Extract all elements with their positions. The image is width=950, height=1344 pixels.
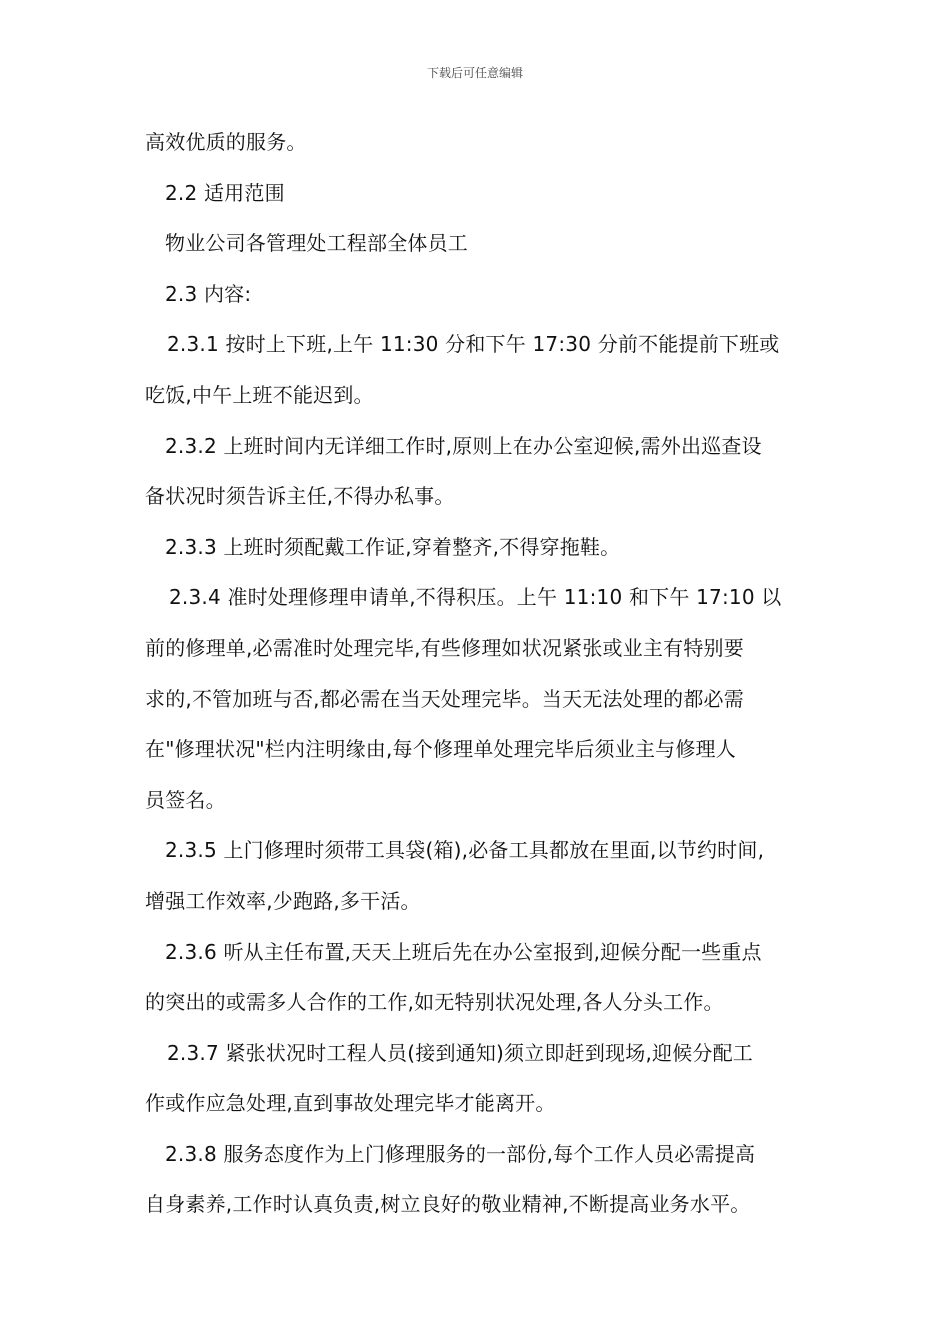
text-line: 吃饭,中午上班不能迟到。 bbox=[145, 382, 374, 407]
text-line: 备状况时须告诉主任,不得办私事。 bbox=[145, 484, 455, 509]
text-line: 2.3.6 听从主任布置,天天上班后先在办公室报到,迎候分配一些重点 bbox=[165, 939, 762, 964]
text-line: 求的,不管加班与否,都必需在当天处理完毕。当天无法处理的都必需 bbox=[145, 686, 744, 711]
text-line: 2.3.7 紧张状况时工程人员(接到通知)须立即赶到现场,迎候分配工 bbox=[167, 1040, 754, 1065]
section-heading: 2.3 内容: bbox=[165, 281, 252, 306]
document-body bbox=[145, 130, 825, 1217]
section-heading: 2.2 适用范围 bbox=[165, 180, 285, 205]
text-line: 2.3.2 上班时间内无详细工作时,原则上在办公室迎候,需外出巡查设 bbox=[165, 433, 762, 458]
text-line: 物业公司各管理处工程部全体员工 bbox=[165, 231, 468, 256]
text-line: 在"修理状况"栏内注明缘由,每个修理单处理完毕后须业主与修理人 bbox=[145, 737, 736, 762]
text-line: 2.3.5 上门修理时须带工具袋(箱),必备工具都放在里面,以节约时间, bbox=[165, 838, 765, 863]
text-line: 2.3.1 按时上下班,上午 11:30 分和下午 17:30 分前不能提前下班或 bbox=[167, 332, 780, 357]
text-line: 增强工作效率,少跑路,多干活。 bbox=[145, 888, 421, 913]
text-line: 自身素养,工作时认真负责,树立良好的敬业精神,不断提高业务水平。 bbox=[145, 1192, 751, 1217]
text-line: 前的修理单,必需准时处理完毕,有些修理如状况紧张或业主有特别要 bbox=[145, 635, 744, 660]
text-line: 高效优质的服务。 bbox=[145, 130, 307, 154]
text-line: 2.3.4 准时处理修理申请单,不得积压。上午 11:10 和下午 17:10 以 bbox=[169, 585, 782, 610]
text-line: 的突出的或需多人合作的工作,如无特别状况处理,各人分头工作。 bbox=[145, 990, 724, 1015]
text-line: 2.3.3 上班时须配戴工作证,穿着整齐,不得穿拖鞋。 bbox=[165, 534, 621, 559]
text-line: 2.3.8 服务态度作为上门修理服务的一部份,每个工作人员必需提高 bbox=[165, 1141, 756, 1166]
text-line: 作或作应急处理,直到事故处理完毕才能离开。 bbox=[145, 1091, 556, 1116]
text-line: 员签名。 bbox=[145, 787, 226, 812]
page-header: 下载后可任意编辑 bbox=[426, 66, 523, 80]
